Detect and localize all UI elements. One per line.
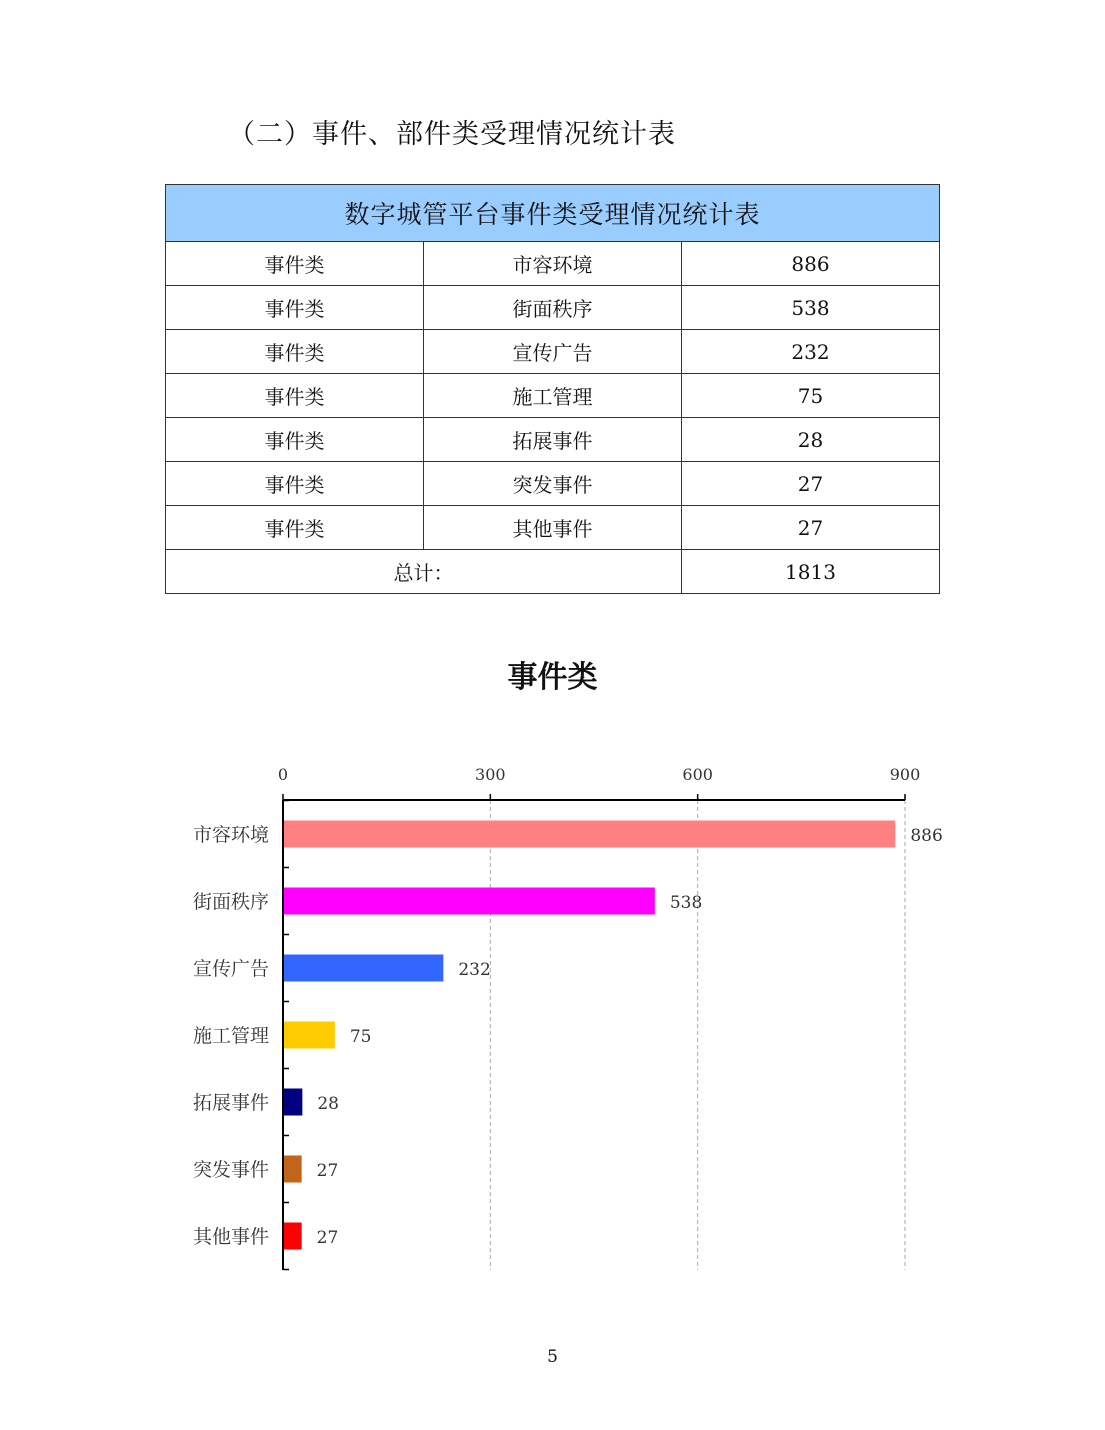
section-heading: （二）事件、部件类受理情况统计表 [228, 119, 676, 150]
bar [284, 1089, 302, 1116]
bar [284, 821, 895, 848]
data-label: 27 [316, 1228, 339, 1248]
category-label: 其他事件 [192, 1226, 269, 1248]
category-label: 拓展事件 [192, 1092, 269, 1114]
row-category: 事件类 [166, 418, 424, 462]
x-tick-label: 300 [475, 765, 506, 784]
row-category: 事件类 [166, 286, 424, 330]
row-item: 拓展事件 [424, 418, 682, 462]
row-item: 宣传广告 [424, 330, 682, 374]
row-count: 232 [682, 330, 940, 374]
row-count: 27 [682, 462, 940, 506]
bar [284, 955, 443, 982]
total-value: 1813 [682, 550, 940, 594]
row-count: 886 [682, 242, 940, 286]
category-label: 施工管理 [192, 1025, 269, 1047]
row-item: 施工管理 [424, 374, 682, 418]
x-tick-label: 0 [277, 765, 289, 784]
bar [284, 1022, 335, 1049]
row-item: 市容环境 [424, 242, 682, 286]
total-label: 总计： [166, 550, 682, 594]
row-count: 28 [682, 418, 940, 462]
category-label: 街面秩序 [192, 891, 269, 913]
row-item: 突发事件 [424, 462, 682, 506]
bar [284, 888, 655, 915]
row-category: 事件类 [166, 242, 424, 286]
x-tick-label: 600 [682, 765, 713, 784]
data-label: 232 [458, 960, 491, 980]
page-number: 5 [547, 1347, 558, 1367]
data-label: 75 [349, 1027, 372, 1047]
category-label: 突发事件 [192, 1159, 269, 1181]
row-item: 街面秩序 [424, 286, 682, 330]
row-category: 事件类 [166, 506, 424, 550]
data-label: 28 [317, 1094, 339, 1114]
row-category: 事件类 [166, 462, 424, 506]
bar [284, 1156, 302, 1183]
category-label: 市容环境 [192, 824, 269, 846]
data-label: 886 [910, 826, 943, 846]
x-tick-label: 900 [889, 765, 921, 784]
row-count: 27 [682, 506, 940, 550]
data-label: 538 [669, 893, 703, 913]
row-count: 538 [682, 286, 940, 330]
table-title: 数字城管平台事件类受理情况统计表 [166, 185, 940, 242]
bar [284, 1223, 302, 1250]
row-item: 其他事件 [424, 506, 682, 550]
chart-title: 事件类 [507, 660, 598, 695]
category-label: 宣传广告 [192, 958, 269, 980]
row-category: 事件类 [166, 330, 424, 374]
data-label: 27 [316, 1161, 339, 1181]
row-count: 75 [682, 374, 940, 418]
row-category: 事件类 [166, 374, 424, 418]
